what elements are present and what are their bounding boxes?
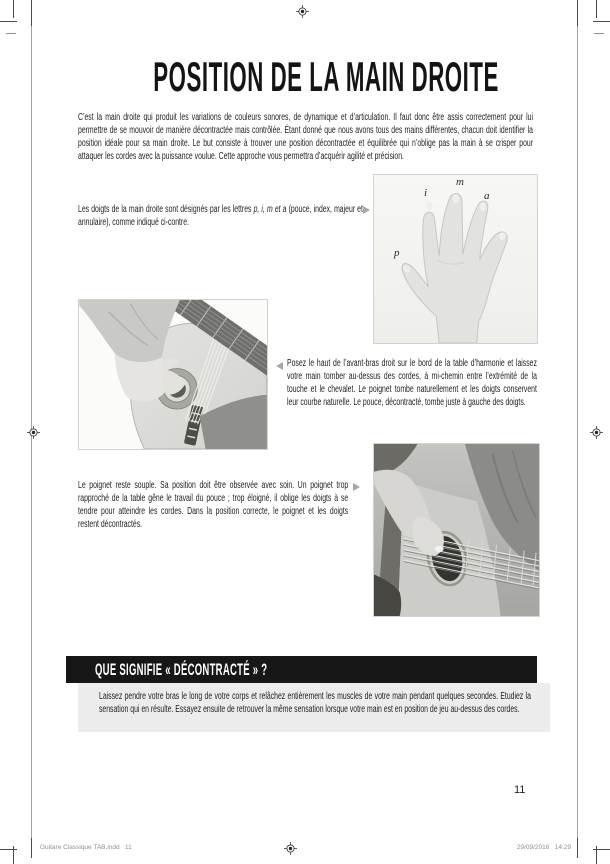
footer-filename: Guitare Classique TAB.indd 11	[40, 844, 132, 851]
trim-line-right	[577, 26, 578, 838]
triangle-right-icon	[353, 483, 360, 491]
wrist-photo	[373, 443, 540, 617]
footer-timestamp: 29/09/2016 14:29	[516, 844, 571, 851]
hand-photo-illustration	[374, 175, 537, 343]
fingers-letters: p, i, m et a	[253, 204, 287, 215]
trim-line-left-cap	[31, 838, 32, 858]
fingers-text-post: (pouce, index, majeur et annulaire), comme indiqué ci-contre.	[78, 204, 363, 228]
crop-mark	[593, 849, 610, 850]
crop-mark	[593, 21, 610, 22]
registration-mark-icon	[27, 426, 40, 439]
fingers-text-pre: Les doigts de la main droite sont désignés par les lettres	[78, 204, 254, 215]
callout-body: Laissez pendre votre bras le long de votre corps et relâchez entièrement les muscles de votre main pendant quelques secondes. Étudiez la sensation qui en résulte. Essayez ensuite de retrouver la même sensation lorsque votre main est en position de jeu au-dessus des cordes.	[99, 691, 531, 715]
callout-panel	[78, 683, 550, 732]
callout-heading: QUE SIGNIFIE « DÉCONTRACTÉ » ?	[95, 660, 268, 679]
hand-label-a: a	[484, 190, 490, 202]
page-title	[0, 53, 610, 100]
hand-photo	[373, 174, 538, 344]
hand-label-m: m	[456, 176, 464, 188]
triangle-right-icon	[363, 206, 370, 214]
crop-mark	[13, 0, 14, 18]
wrist-paragraph: Le poignet reste souple. Sa position doit être observée avec soin. Un poignet trop rapproché de la table gêne le travail du pouce ; trop éloigné, il oblige les doigts à se tendre pour atteindre les cordes. Dans la position correcte, le poignet et les doigts restent décontractés.	[78, 480, 349, 530]
triangle-left-icon	[276, 362, 283, 370]
page-title-text: POSITION DE LA MAIN DROITE	[153, 53, 499, 100]
crop-mark	[596, 0, 597, 18]
trim-line-right-cap	[577, 0, 578, 26]
fingers-paragraph	[78, 203, 363, 229]
page-number: 11	[514, 784, 526, 796]
crop-mark	[0, 21, 17, 22]
registration-mark-icon	[296, 5, 309, 18]
callout-heading-bar	[66, 656, 537, 683]
crop-mark	[6, 33, 16, 34]
registration-mark-icon	[284, 842, 297, 855]
crop-mark	[594, 33, 604, 34]
registration-mark-bottom	[284, 842, 297, 855]
hand-label-p: p	[394, 247, 400, 259]
posture-photo	[78, 299, 268, 450]
posture-photo-illustration	[79, 300, 267, 449]
trim-line-right-cap	[577, 838, 578, 858]
registration-mark-left	[27, 426, 40, 439]
registration-mark-icon	[590, 426, 603, 439]
arm-paragraph: Posez le haut de l’avant-bras droit sur le bord de la table d’harmonie et laissez votre main tomber au-dessus des cordes, à mi-chemin entre l’extrémité de la touche et le chevalet. Le poignet tombe naturellement et les doigts conservent leur courbe naturelle. Le pouce, décontracté, tombe juste à gauche des doigts.	[287, 358, 537, 408]
registration-mark-right	[590, 426, 603, 439]
trim-line-left-cap	[31, 0, 32, 26]
hand-label-i: i	[424, 187, 428, 199]
intro-paragraph: C’est la main droite qui produit les variations de couleurs sonores, de dynamique et d’articulation. Il faut donc être assis correctement pour lui permettre de se mouvoir de manière décontractée mais contrôlée. Étant donné que nous avons tous des mains différentes, chacun doit identifier la position idéale pour sa main droite. Le but consiste à trouver une position décontractée et équilibrée qui n’oblige pas la main à se crisper pour attaquer les cordes avec la puissance voulue. Cette approche vous permettra d’acquérir agilité et précision.	[78, 112, 533, 162]
registration-mark-top	[296, 5, 309, 18]
wrist-photo-illustration	[374, 444, 539, 616]
crop-mark	[0, 849, 17, 850]
